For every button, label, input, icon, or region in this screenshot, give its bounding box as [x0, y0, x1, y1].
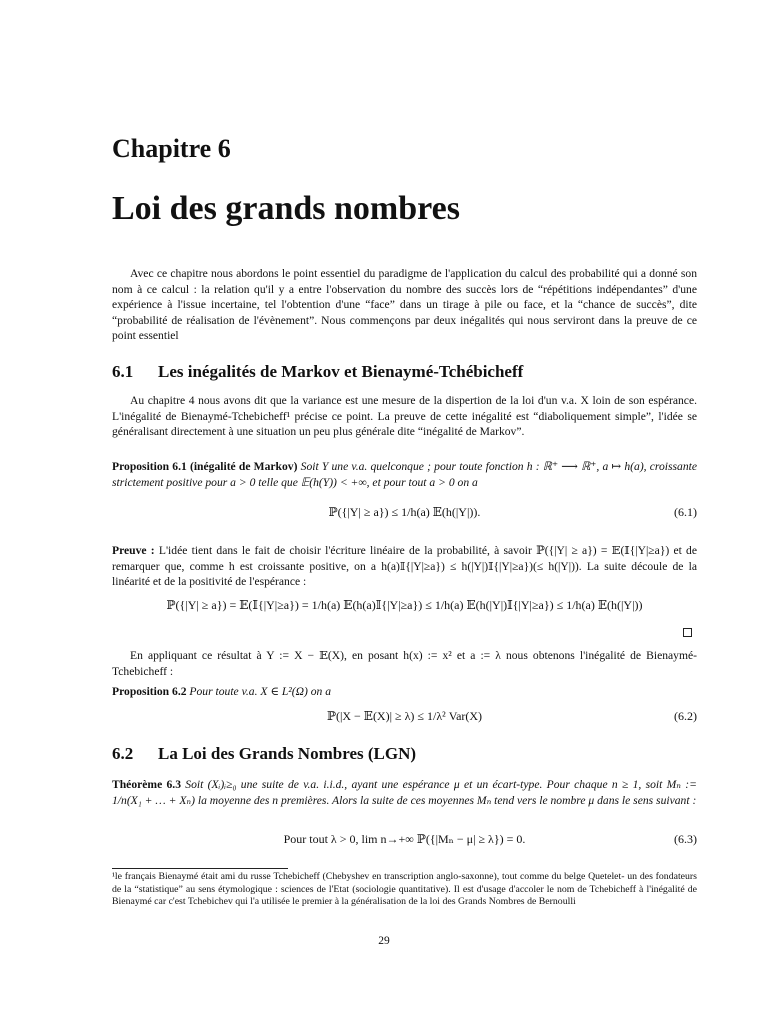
- proposition-text: Pour toute v.a. X ∈ L²(Ω) on a: [189, 685, 332, 698]
- section-number: 6.1: [112, 362, 134, 381]
- theorem-label: Théorème 6.3: [112, 778, 181, 791]
- proof-label: Preuve :: [112, 544, 155, 557]
- proposition-6-1: [112, 459, 697, 490]
- equation-6-1: [112, 505, 697, 531]
- intro-paragraph: Avec ce chapitre nous abordons le point essentiel du paradigme de l'application du calcul des probabilité qui a donné son nom à ce calcul : la relation qu'il y a entre l'observation du nombre des succès lors de “répétitions indépendantes” d'une expérience à l'issue incertaine, tel l'obtention d'une “face” dans un tirage à pile ou face, et la “chance de succès”, dite “probabilité de réalisation de l'évènement”. Nous commençons par deux inégalités qui nous serviront dans la preuve de ce point essentiel: [112, 267, 697, 342]
- qed-square-icon: [683, 628, 692, 637]
- chapter-title: Loi des grands nombres: [112, 190, 460, 227]
- proposition-label: Proposition 6.2: [112, 685, 187, 698]
- chapter-label: Chapitre 6: [112, 134, 231, 163]
- footnote: ¹le français Bienaymé était ami du russe Tchebicheff (Chebyshev en transcription anglo-saxonne), tout comme du belge Quetelet- un des fondateurs de la “statistique” au sens étymologique : sciences de l'Etat (sociologie quantitative). Il est d'usage d'accoler le nom de Tchebicheff à l'inégalité de Bienaymé car c'est Tchebichev qui l'a utilisée le premier à la généralisation de la loi des Grands Nombres de Bernoulli: [112, 871, 697, 908]
- proposition-text: Soit Y une v.a. quelconque ; pour toute fonction h : ℝ⁺ ⟶ ℝ⁺, a ↦ h(a), croissante strictement positive pour a > 0 telle que 𝔼(h(Y)) < +∞, et pour tout a > 0 on a: [112, 460, 697, 489]
- section-title: La Loi des Grands Nombres (LGN): [158, 744, 417, 763]
- proof-paragraph: [112, 543, 697, 590]
- section-1-paragraph: Au chapitre 4 nous avons dit que la variance est une mesure de la dispertion de la loi d'un v.a. X loin de son espérance. L'inégalité de Bienaymé-Tchebicheff¹ précise ce point. La preuve de cette inégalité est “diaboliquement simple”, l'idée se généralisant directement à une situation un peu plus générale dite “inégalité de Markov”.: [112, 394, 697, 438]
- section-number: 6.2: [112, 744, 134, 763]
- equation-tag: (6.3): [674, 832, 697, 846]
- section-title: Les inégalités de Markov et Bienaymé-Tchébicheff: [158, 362, 524, 381]
- theorem-6-3: [112, 777, 697, 808]
- section-heading-6-2: [112, 744, 697, 764]
- equation-tag: (6.2): [674, 709, 697, 723]
- equation-6-3: [112, 832, 697, 854]
- footnote-rule: [112, 868, 288, 869]
- proof-equation: [112, 598, 697, 624]
- equation-body: ℙ(|X − 𝔼(X)| ≥ λ) ≤ 1/λ² Var(X): [326, 709, 483, 723]
- equation-6-2: [112, 709, 697, 735]
- proof-text: L'idée tient dans le fait de choisir l'écriture linéaire de la probabilité, à savoir ℙ({|Y| ≥ a}) = 𝔼(𝕀{|Y|≥a}) et de remarquer que, comme h est croissante positive, on a h(a)𝕀{|Y|≥a}) ≤ h(|Y|)𝕀{|Y|≥a})(≤ h(|Y|)). La suite découle de la linéarité et de la positivité de l'espérance :: [112, 544, 697, 588]
- section-heading-6-1: [112, 362, 697, 382]
- page-number: 29: [378, 935, 390, 947]
- equation-body: Pour tout λ > 0, lim n→+∞ ℙ({|Mₙ − μ| ≥ λ}) = 0.: [283, 832, 526, 846]
- equation-body: ℙ({|Y| ≥ a}) ≤ 1/h(a) 𝔼(h(|Y|)).: [328, 505, 481, 519]
- equation-tag: (6.1): [674, 505, 697, 519]
- theorem-text: Soit (Xᵢ)ᵢ≥₀ une suite de v.a. i.i.d., ayant une espérance μ et un écart-type. Pour chaque n ≥ 1, soit Mₙ := 1/n(X₁ + … + Xₙ) la moyenne des n premières. Alors la suite de ces moyennes Mₙ tend vers le nombre μ dans le sens suivant :: [112, 778, 697, 807]
- application-paragraph: En appliquant ce résultat à Y := X − 𝔼(X), en posant h(x) := x² et a := λ nous obtenons l'inégalité de Bienaymé-Tchebicheff :: [112, 649, 697, 678]
- proposition-6-2: [112, 684, 697, 700]
- equation-body: ℙ({|Y| ≥ a}) = 𝔼(𝕀{|Y|≥a}) = 1/h(a) 𝔼(h(a)𝕀{|Y|≥a}) ≤ 1/h(a) 𝔼(h(|Y|)𝕀{|Y|≥a}) ≤ 1/h(a) 𝔼(h(|Y|)): [166, 598, 643, 612]
- proposition-label: Proposition 6.1 (inégalité de Markov): [112, 460, 298, 473]
